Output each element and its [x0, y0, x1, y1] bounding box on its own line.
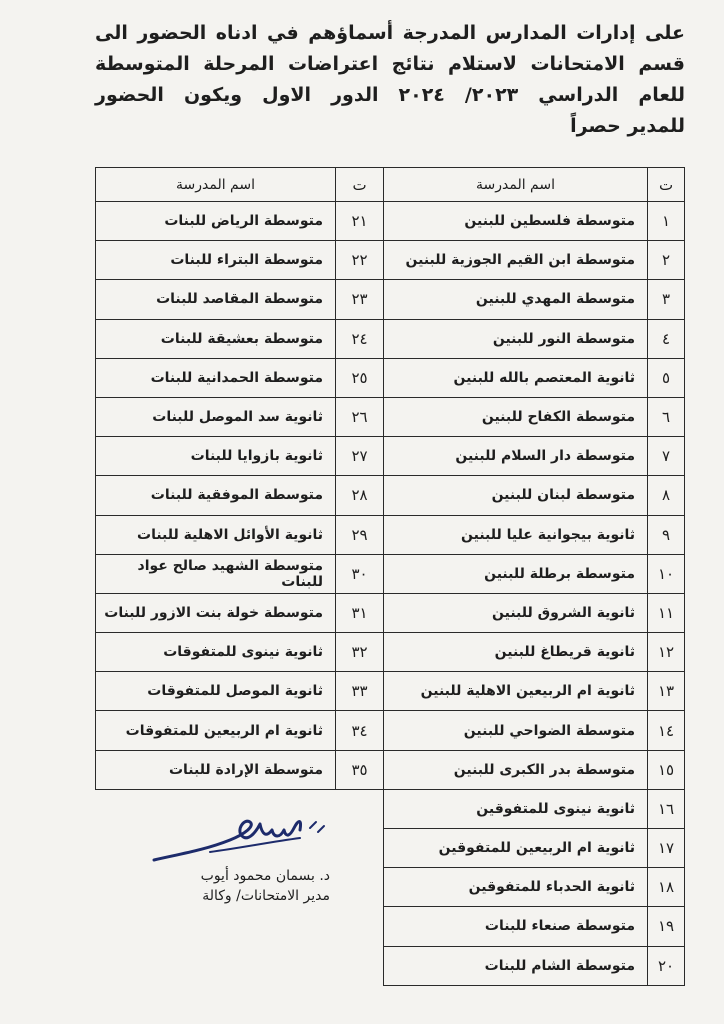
column-header-number: ت: [648, 168, 685, 202]
table-row: [96, 241, 384, 280]
row-number-cell: ١٠: [648, 554, 685, 593]
school-name-cell: ثانوية بيجوانية عليا للبنين: [384, 515, 648, 554]
school-name-cell: متوسطة الضواحي للبنين: [384, 711, 648, 750]
row-number-cell: ٥: [648, 358, 685, 397]
row-number-cell: ٣٥: [336, 750, 384, 789]
school-name-cell: ثانوية سد الموصل للبنات: [96, 397, 336, 436]
table-row: [384, 789, 685, 828]
table-header-row: [96, 168, 384, 202]
column-header-school-name: اسم المدرسة: [96, 168, 336, 202]
table-row: [96, 202, 384, 241]
table-row: [384, 202, 685, 241]
row-number-cell: ٢٨: [336, 476, 384, 515]
row-number-cell: ٧: [648, 437, 685, 476]
row-number-cell: ٢٣: [336, 280, 384, 319]
row-number-cell: ٣٠: [336, 554, 384, 593]
row-number-cell: ٩: [648, 515, 685, 554]
row-number-cell: ١٣: [648, 672, 685, 711]
table-row: [384, 907, 685, 946]
school-name-cell: متوسطة صنعاء للبنات: [384, 907, 648, 946]
school-name-cell: متوسطة خولة بنت الازور للبنات: [96, 593, 336, 632]
school-name-cell: متوسطة الحمدانية للبنات: [96, 358, 336, 397]
announcement-line: للمدير حصراً: [570, 115, 685, 137]
table-row: [96, 593, 384, 632]
table-row: [384, 437, 685, 476]
table-row: [96, 476, 384, 515]
school-name-cell: متوسطة البتراء للبنات: [96, 241, 336, 280]
table-row: [96, 750, 384, 789]
row-number-cell: ١٢: [648, 633, 685, 672]
row-number-cell: ٣٢: [336, 633, 384, 672]
announcement-line: على إدارات المدارس المدرجة أسماؤهم في ادناه الحضور الى: [95, 22, 685, 44]
row-number-cell: ٨: [648, 476, 685, 515]
row-number-cell: ٤: [648, 319, 685, 358]
school-name-cell: ثانوية الأوائل الاهلية للبنات: [96, 515, 336, 554]
table-row: [96, 515, 384, 554]
school-name-cell: متوسطة الشهيد صالح عواد للبنات: [96, 554, 336, 593]
table-row: [384, 319, 685, 358]
row-number-cell: ٣٣: [336, 672, 384, 711]
school-name-cell: متوسطة الكفاح للبنين: [384, 397, 648, 436]
school-name-cell: ثانوية المعتصم بالله للبنين: [384, 358, 648, 397]
row-number-cell: ١٥: [648, 750, 685, 789]
school-name-cell: ثانوية قريطاغ للبنين: [384, 633, 648, 672]
row-number-cell: ١٧: [648, 829, 685, 868]
row-number-cell: ٢٩: [336, 515, 384, 554]
row-number-cell: ٢٤: [336, 319, 384, 358]
row-number-cell: ١٦: [648, 789, 685, 828]
table-row: [384, 829, 685, 868]
table-row: [96, 633, 384, 672]
table-row: [384, 515, 685, 554]
schools-table-left: [95, 167, 384, 790]
school-name-cell: متوسطة برطلة للبنين: [384, 554, 648, 593]
school-name-cell: ثانوية الشروق للبنين: [384, 593, 648, 632]
table-row: [96, 672, 384, 711]
row-number-cell: ٣٤: [336, 711, 384, 750]
announcement-paragraph: [95, 18, 685, 142]
table-row: [384, 476, 685, 515]
school-name-cell: متوسطة الإرادة للبنات: [96, 750, 336, 789]
row-number-cell: ٢٦: [336, 397, 384, 436]
school-name-cell: ثانوية نينوى للمتفوقين: [384, 789, 648, 828]
table-row: [384, 554, 685, 593]
signatory-title: مدير الامتحانات/ وكالة: [202, 888, 330, 904]
school-name-cell: ثانوية ام الربيعين الاهلية للبنين: [384, 672, 648, 711]
announcement-line: للعام الدراسي ٢٠٢٣/ ٢٠٢٤ الدور الاول ويكون الحضور: [95, 84, 685, 106]
table-row: [384, 633, 685, 672]
row-number-cell: ٣: [648, 280, 685, 319]
row-number-cell: ٢: [648, 241, 685, 280]
school-name-cell: ثانوية الموصل للمتفوقات: [96, 672, 336, 711]
table-row: [384, 280, 685, 319]
table-row: [384, 946, 685, 985]
table-row: [384, 711, 685, 750]
table-row: [96, 437, 384, 476]
table-row: [384, 397, 685, 436]
signatory-name: د. بسمان محمود أيوب: [200, 868, 330, 884]
school-name-cell: ثانوية ام الربيعين للمتفوقين: [384, 829, 648, 868]
school-name-cell: ثانوية الحدباء للمتفوقين: [384, 868, 648, 907]
school-name-cell: متوسطة الموفقية للبنات: [96, 476, 336, 515]
table-row: [96, 358, 384, 397]
school-name-cell: متوسطة النور للبنين: [384, 319, 648, 358]
column-header-school-name: اسم المدرسة: [384, 168, 648, 202]
school-name-cell: ثانوية نينوى للمتفوقات: [96, 633, 336, 672]
row-number-cell: ١٤: [648, 711, 685, 750]
table-row: [96, 397, 384, 436]
column-header-number: ت: [336, 168, 384, 202]
school-name-cell: متوسطة ابن القيم الجوزية للبنين: [384, 241, 648, 280]
school-name-cell: متوسطة دار السلام للبنين: [384, 437, 648, 476]
row-number-cell: ١: [648, 202, 685, 241]
row-number-cell: ١٨: [648, 868, 685, 907]
row-number-cell: ٦: [648, 397, 685, 436]
table-row: [384, 358, 685, 397]
row-number-cell: ٢٧: [336, 437, 384, 476]
table-row: [96, 280, 384, 319]
table-row: [96, 711, 384, 750]
school-name-cell: ثانوية بازوايا للبنات: [96, 437, 336, 476]
row-number-cell: ٢٢: [336, 241, 384, 280]
table-row: [384, 241, 685, 280]
school-name-cell: متوسطة الرياض للبنات: [96, 202, 336, 241]
school-name-cell: متوسطة لبنان للبنين: [384, 476, 648, 515]
table-row: [384, 672, 685, 711]
table-row: [96, 319, 384, 358]
school-name-cell: متوسطة المهدي للبنين: [384, 280, 648, 319]
school-name-cell: ثانوية ام الربيعين للمتفوقات: [96, 711, 336, 750]
table-row: [96, 554, 384, 593]
row-number-cell: ٣١: [336, 593, 384, 632]
announcement-line: قسم الامتحانات لاستلام نتائج اعتراضات المرحلة المتوسطة: [95, 53, 685, 75]
row-number-cell: ٢٥: [336, 358, 384, 397]
school-name-cell: متوسطة المقاصد للبنات: [96, 280, 336, 319]
table-row: [384, 868, 685, 907]
school-name-cell: متوسطة فلسطين للبنين: [384, 202, 648, 241]
row-number-cell: ٢٠: [648, 946, 685, 985]
row-number-cell: ٢١: [336, 202, 384, 241]
row-number-cell: ١١: [648, 593, 685, 632]
signatory-block: [100, 866, 330, 906]
schools-table-right: [383, 167, 685, 986]
table-header-row: [384, 168, 685, 202]
row-number-cell: ١٩: [648, 907, 685, 946]
table-row: [384, 750, 685, 789]
table-row: [384, 593, 685, 632]
school-name-cell: متوسطة بعشيقة للبنات: [96, 319, 336, 358]
school-name-cell: متوسطة الشام للبنات: [384, 946, 648, 985]
school-name-cell: متوسطة بدر الكبرى للبنين: [384, 750, 648, 789]
handwritten-signature: [150, 808, 335, 870]
